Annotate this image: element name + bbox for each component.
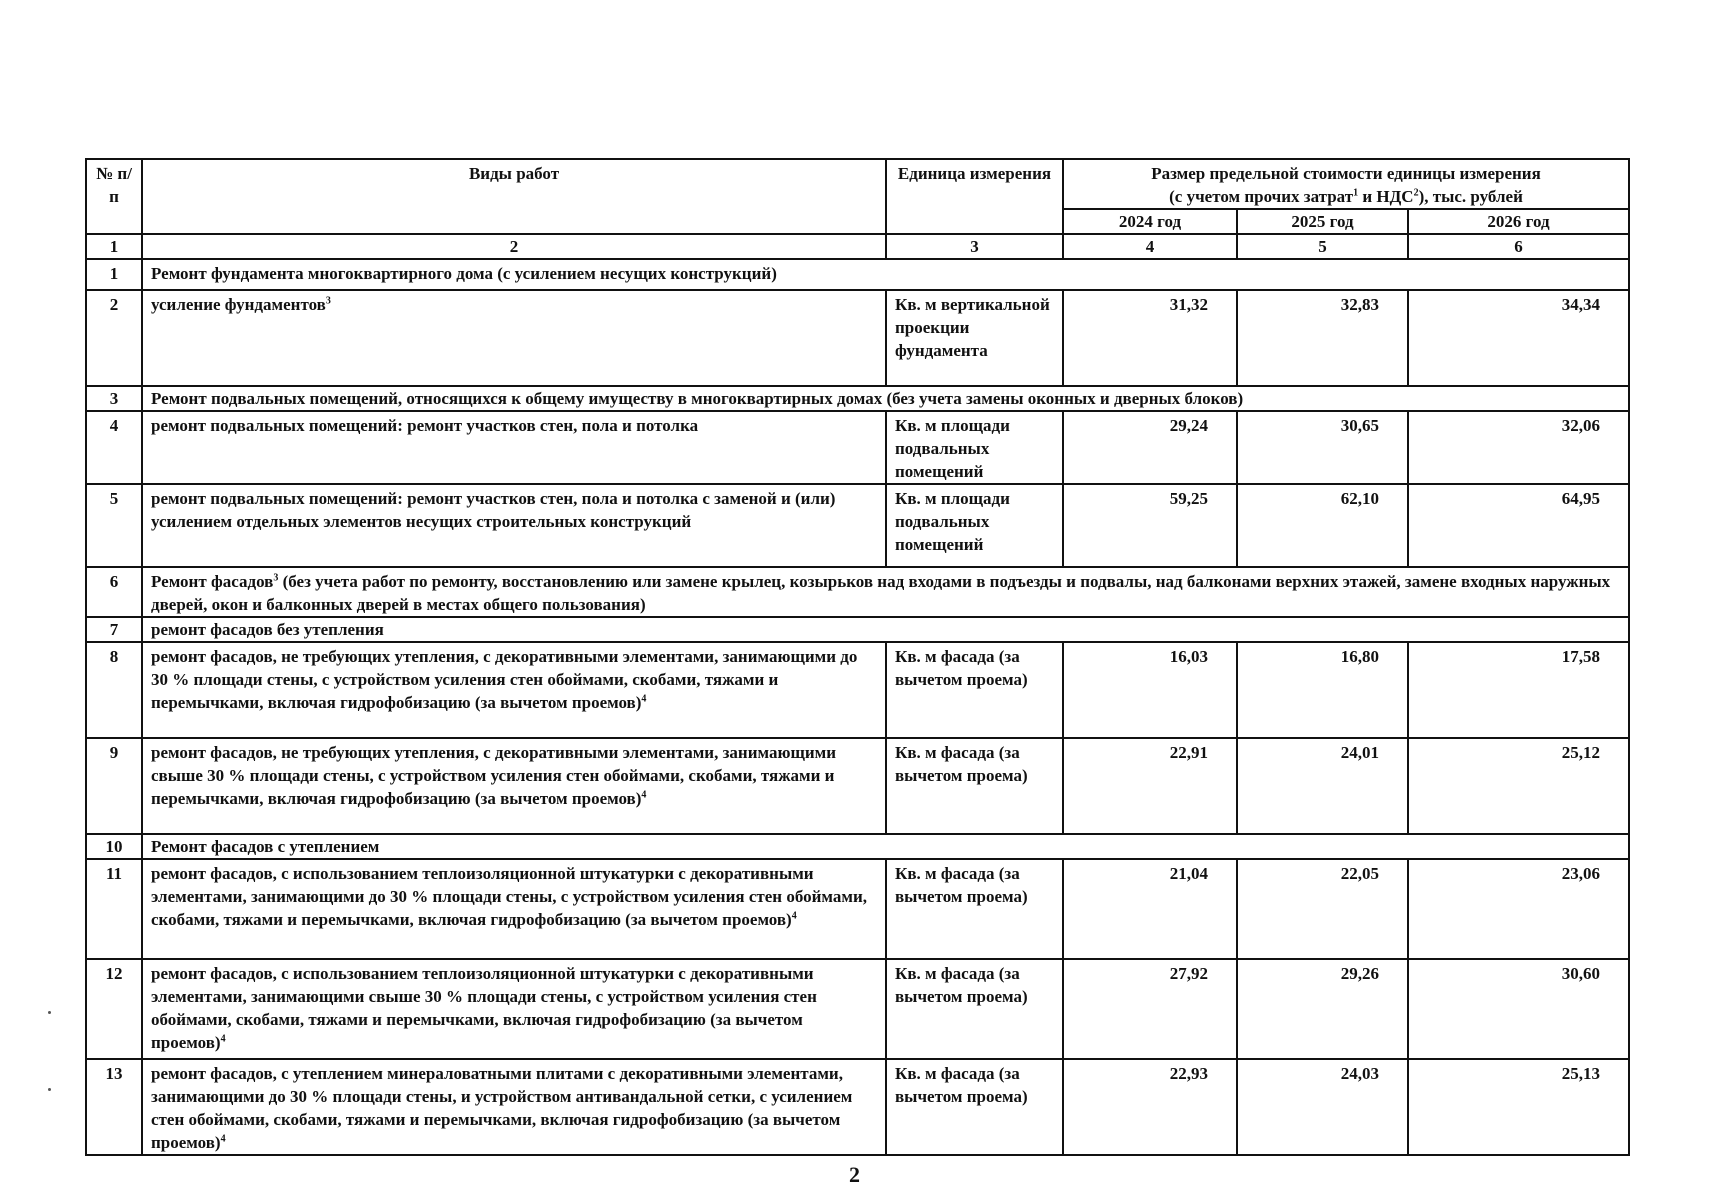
section-title: Ремонт фундамента многоквартирного дома (с усилением несущих конструкций) [142, 259, 1629, 290]
row-number: 1 [86, 259, 142, 290]
row-number: 12 [86, 959, 142, 1059]
unit-cell: Кв. м фасада (за вычетом проема) [886, 642, 1063, 738]
table-row [86, 484, 1629, 567]
value-2025: 62,10 [1237, 484, 1408, 567]
header-year-2026: 2026 год [1408, 209, 1629, 234]
row-number: 8 [86, 642, 142, 738]
value-2026: 64,95 [1408, 484, 1629, 567]
value-2024: 22,93 [1063, 1059, 1237, 1155]
row-number: 9 [86, 738, 142, 834]
header-year-2025: 2025 год [1237, 209, 1408, 234]
col-number: 1 [86, 234, 142, 259]
header-cost-line2: (с учетом прочих затрат$^1$ и НДС$^2$), тыс. рублей [1169, 187, 1523, 206]
value-2024: 27,92 [1063, 959, 1237, 1059]
column-numbers-row [86, 234, 1629, 259]
section-row [86, 834, 1629, 859]
row-number: 3 [86, 386, 142, 411]
table-row [86, 1059, 1629, 1155]
col-number: 4 [1063, 234, 1237, 259]
value-2024: 22,91 [1063, 738, 1237, 834]
section-row [86, 259, 1629, 290]
row-number: 2 [86, 290, 142, 386]
col-number: 3 [886, 234, 1063, 259]
work-description: ремонт фасадов, не требующих утепления, с декоративными элементами, занимающими до 30 % площади стены, с устройством усиления стен обоймами, скобами, тяжами и перемычками, включая гидрофобизацию (за вычетом проемов)$^4$ [142, 642, 886, 738]
unit-cell: Кв. м площади подвальных помещений [886, 484, 1063, 567]
value-2026: 30,60 [1408, 959, 1629, 1059]
col-number: 6 [1408, 234, 1629, 259]
table-row [86, 290, 1629, 386]
row-number: 7 [86, 617, 142, 642]
value-2024: 21,04 [1063, 859, 1237, 959]
value-2024: 31,32 [1063, 290, 1237, 386]
page-number: 2 [849, 1162, 860, 1187]
unit-cell: Кв. м вертикальной проекции фундамента [886, 290, 1063, 386]
scan-speck [48, 1088, 51, 1091]
section-row [86, 617, 1629, 642]
value-2025: 22,05 [1237, 859, 1408, 959]
header-cost [1063, 159, 1629, 209]
section-title: Ремонт фасадов$^3$ (без учета работ по ремонту, восстановлению или замене крылец, козырьков над входами в подъезды и подвалы, над балконами верхних этажей, замене входных наружных дверей, окон и балконных дверей в местах общего пользования) [142, 567, 1629, 617]
work-description: ремонт фасадов, с утеплением минераловатными плитами с декоративными элементами, занимающими до 30 % площади стены, и устройством антивандальной сетки, с усилением стен обоймами, скобами, тяжами и перемычками, включая гидрофобизацию (за вычетом проемов)$^4$ [142, 1059, 886, 1155]
header-year-2024: 2024 год [1063, 209, 1237, 234]
header-row-1 [86, 159, 1629, 209]
row-number: 13 [86, 1059, 142, 1155]
section-row [86, 386, 1629, 411]
value-2024: 59,25 [1063, 484, 1237, 567]
value-2025: 30,65 [1237, 411, 1408, 484]
work-description: усиление фундаментов$^3$ [142, 290, 886, 386]
work-description: ремонт фасадов, с использованием теплоизоляционной штукатурки с декоративными элементами, занимающими свыше 30 % площади стены, с устройством усиления стен обоймами, скобами, тяжами и перемычками, включая гидрофобизацию (за вычетом проемов)$^4$ [142, 959, 886, 1059]
row-number: 6 [86, 567, 142, 617]
scan-speck [48, 1011, 51, 1014]
value-2024: 16,03 [1063, 642, 1237, 738]
col-number: 5 [1237, 234, 1408, 259]
section-title: Ремонт фасадов с утеплением [142, 834, 1629, 859]
value-2026: 25,12 [1408, 738, 1629, 834]
table-row [86, 642, 1629, 738]
section-title: ремонт фасадов без утепления [142, 617, 1629, 642]
row-number: 4 [86, 411, 142, 484]
header-num: № п/п [86, 159, 142, 234]
cost-table [85, 158, 1630, 1156]
unit-cell: Кв. м фасада (за вычетом проема) [886, 959, 1063, 1059]
work-description: ремонт подвальных помещений: ремонт участков стен, пола и потолка с заменой и (или) усилением отдельных элементов несущих строительных конструкций [142, 484, 886, 567]
work-description: ремонт фасадов, с использованием теплоизоляционной штукатурки с декоративными элементами, занимающими до 30 % площади стены, с устройством усиления стен обоймами, скобами, тяжами и перемычками, включая гидрофобизацию (за вычетом проемов)$^4$ [142, 859, 886, 959]
value-2025: 24,01 [1237, 738, 1408, 834]
col-number: 2 [142, 234, 886, 259]
value-2026: 34,34 [1408, 290, 1629, 386]
value-2024: 29,24 [1063, 411, 1237, 484]
section-row [86, 567, 1629, 617]
value-2025: 16,80 [1237, 642, 1408, 738]
value-2025: 24,03 [1237, 1059, 1408, 1155]
row-number: 11 [86, 859, 142, 959]
value-2025: 32,83 [1237, 290, 1408, 386]
header-works: Виды работ [142, 159, 886, 234]
unit-cell: Кв. м фасада (за вычетом проема) [886, 1059, 1063, 1155]
table-row [86, 411, 1629, 484]
row-number: 10 [86, 834, 142, 859]
work-description: ремонт подвальных помещений: ремонт участков стен, пола и потолка [142, 411, 886, 484]
value-2026: 25,13 [1408, 1059, 1629, 1155]
work-description: ремонт фасадов, не требующих утепления, с декоративными элементами, занимающими свыше 30 % площади стены, с устройством усиления стен обоймами, скобами, тяжами и перемычками, включая гидрофобизацию (за вычетом проемов)$^4$ [142, 738, 886, 834]
value-2026: 23,06 [1408, 859, 1629, 959]
unit-cell: Кв. м фасада (за вычетом проема) [886, 859, 1063, 959]
row-number: 5 [86, 484, 142, 567]
table-row [86, 959, 1629, 1059]
table-row [86, 859, 1629, 959]
header-cost-line1: Размер предельной стоимости единицы измерения [1151, 164, 1541, 183]
unit-cell: Кв. м фасада (за вычетом проема) [886, 738, 1063, 834]
unit-cell: Кв. м площади подвальных помещений [886, 411, 1063, 484]
value-2026: 32,06 [1408, 411, 1629, 484]
section-title: Ремонт подвальных помещений, относящихся к общему имуществу в многоквартирных домах (без учета замены оконных и дверных блоков) [142, 386, 1629, 411]
table-row [86, 738, 1629, 834]
value-2025: 29,26 [1237, 959, 1408, 1059]
header-unit: Единица измерения [886, 159, 1063, 234]
value-2026: 17,58 [1408, 642, 1629, 738]
